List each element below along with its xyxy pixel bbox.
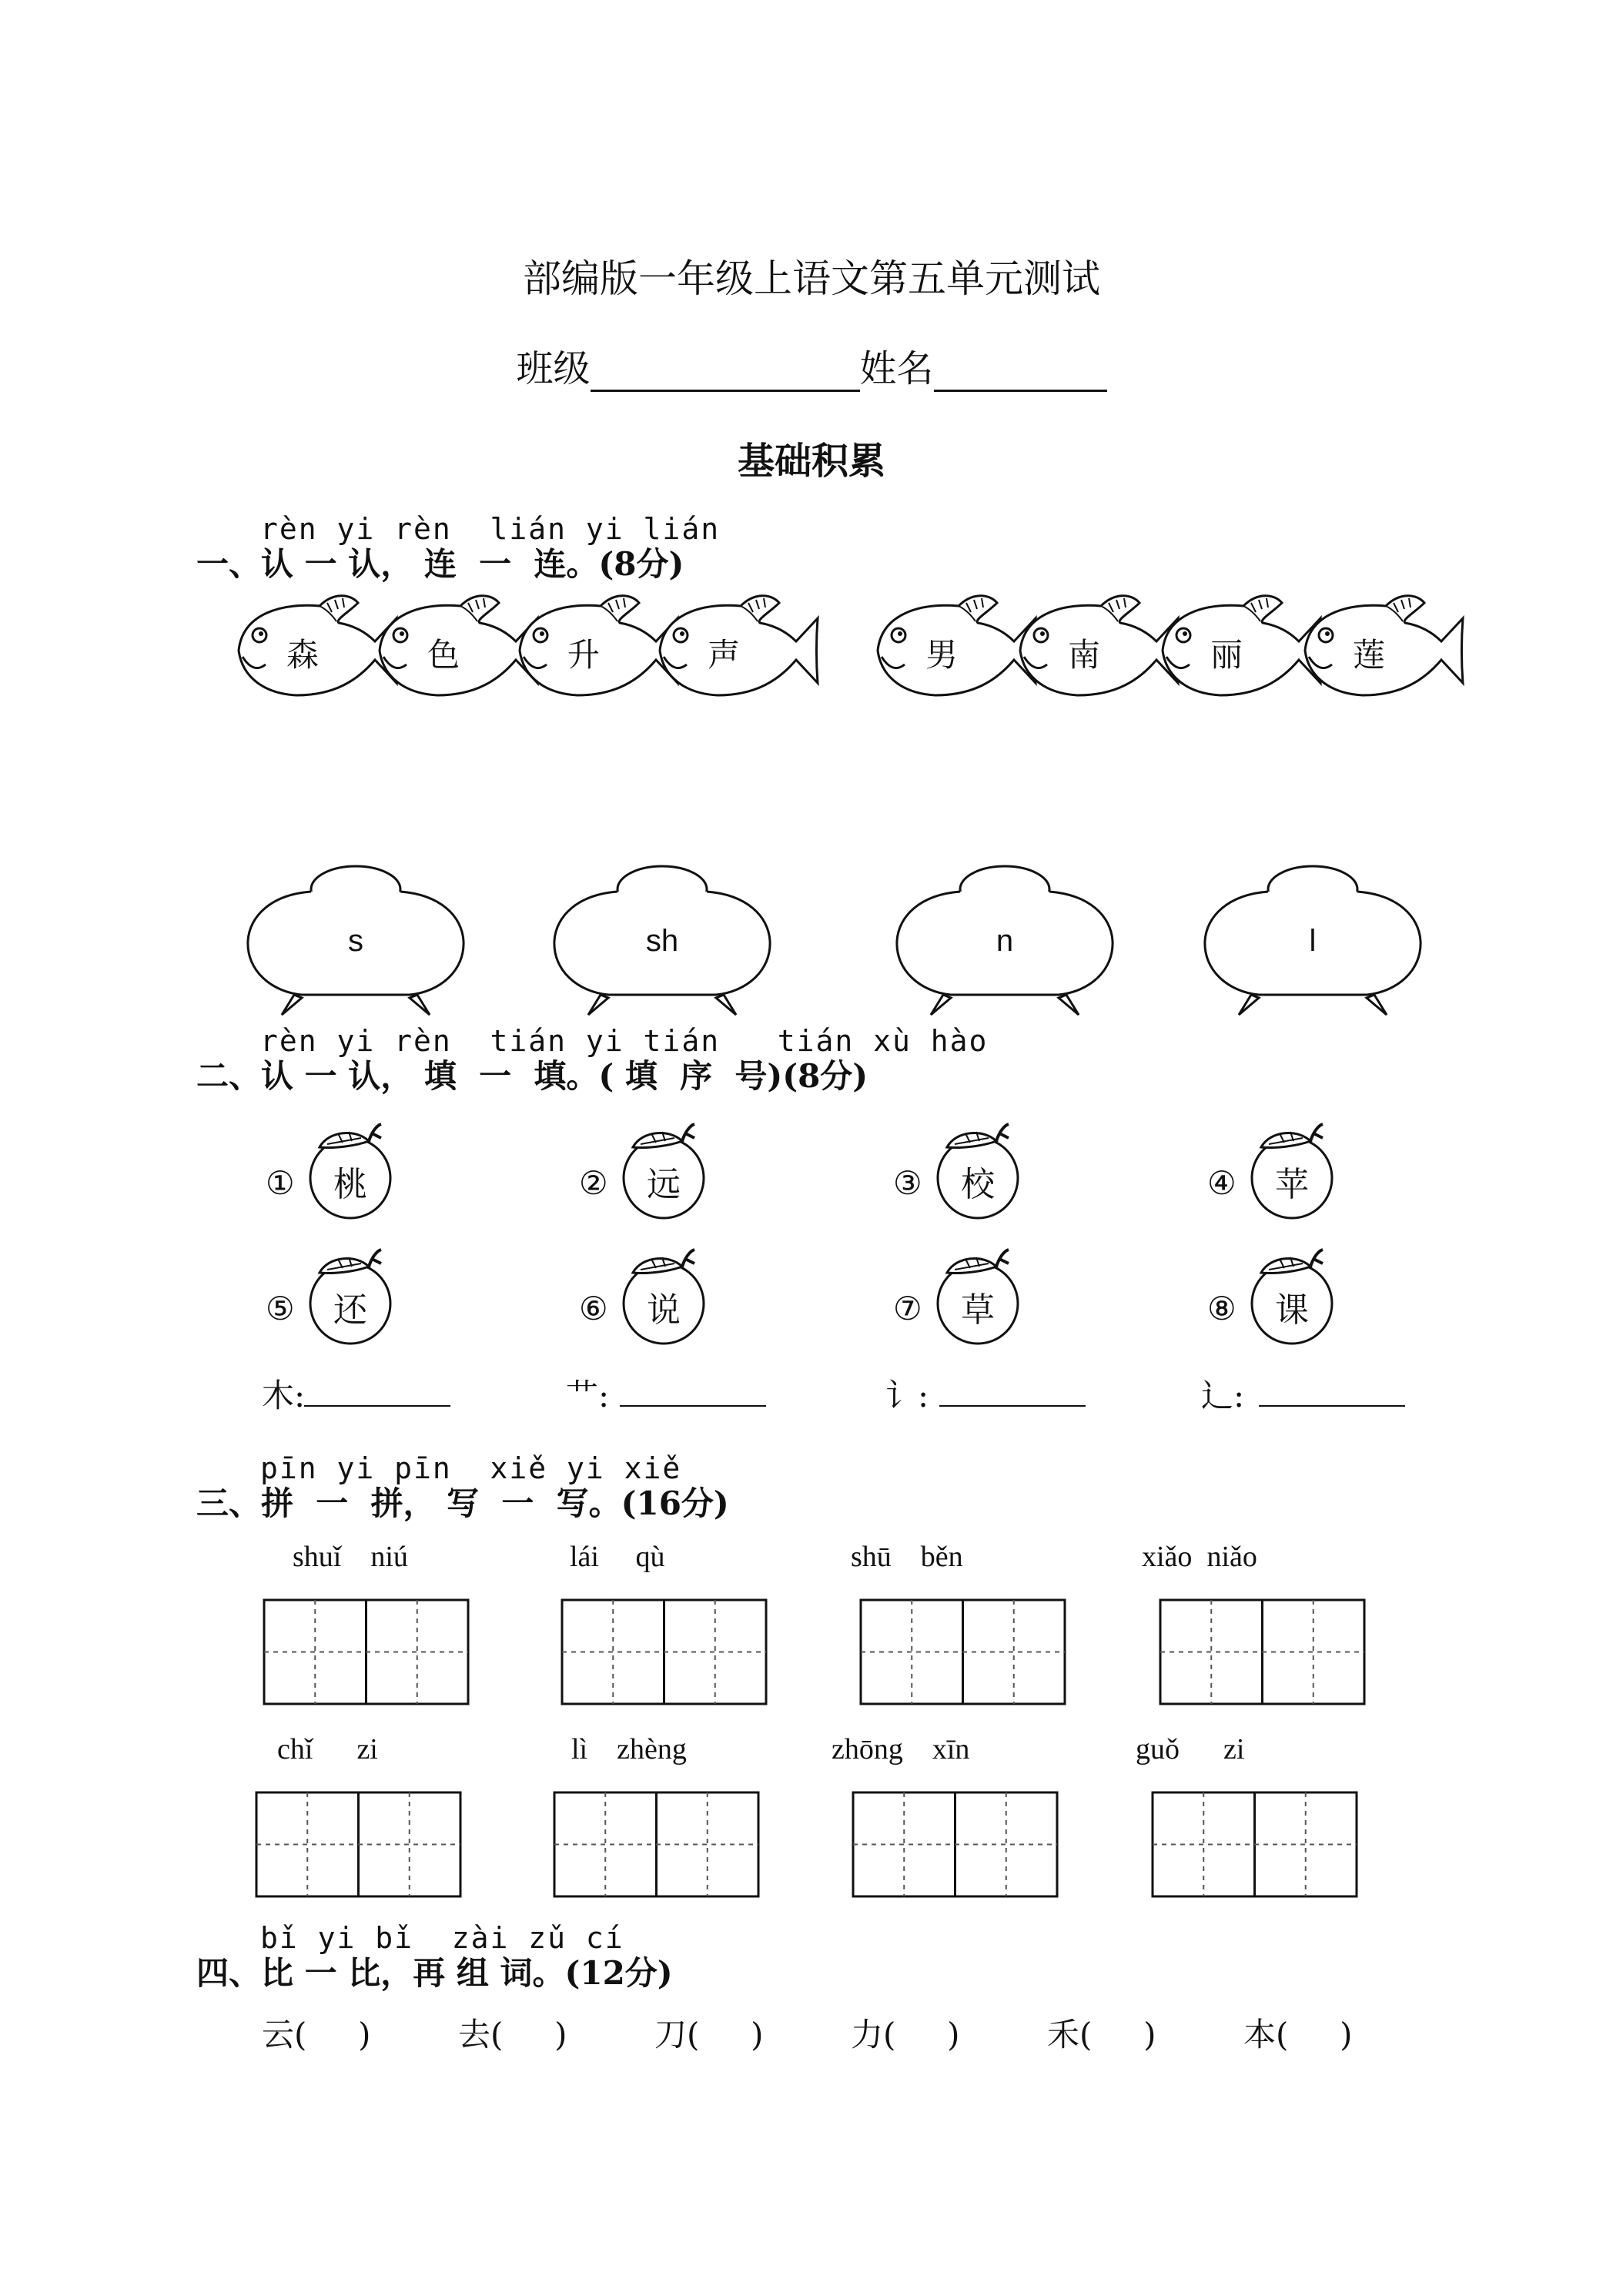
item-number: ①: [266, 1164, 295, 1202]
compare-item[interactable]: 刀( ): [654, 2016, 764, 2053]
writing-grid[interactable]: [562, 1600, 766, 1704]
compare-item[interactable]: 禾( ): [1047, 2016, 1156, 2053]
q2-pinyin: rèn yi rèn tián yi tián tián xù hào: [260, 1024, 989, 1058]
fish-char[interactable]: 森: [286, 636, 319, 674]
radical-answer-blank[interactable]: [304, 1405, 450, 1407]
word-pinyin: shuǐ niú: [293, 1541, 408, 1573]
word-pinyin: chǐ zi: [277, 1733, 378, 1766]
q1-pinyin: rèn yi rèn lián yi lián: [260, 512, 721, 546]
writing-grid[interactable]: [853, 1792, 1057, 1896]
writing-grid[interactable]: [256, 1792, 460, 1896]
fish-char[interactable]: 男: [925, 636, 958, 674]
radical-answer-blank[interactable]: [1259, 1405, 1405, 1407]
item-number: ③: [893, 1164, 922, 1202]
radical-label: 辶:: [1201, 1377, 1245, 1414]
fish-char[interactable]: 声: [707, 636, 740, 674]
writing-grid[interactable]: [264, 1600, 468, 1704]
q1-heading: 一、认 一 认， 连 一 连。(8分): [196, 545, 684, 583]
fish-char[interactable]: 丽: [1210, 636, 1243, 674]
writing-grid[interactable]: [554, 1792, 758, 1896]
fish-char[interactable]: 莲: [1352, 636, 1385, 674]
word-pinyin: shū běn: [851, 1541, 963, 1573]
fish-char[interactable]: 南: [1067, 636, 1100, 674]
q3-heading: 三、拼 一 拼， 写 一 写。(16分): [196, 1484, 729, 1522]
item-number: ④: [1207, 1164, 1236, 1202]
word-pinyin: guǒ zi: [1136, 1733, 1245, 1766]
class-label: 班级: [516, 347, 591, 390]
writing-grid[interactable]: [1160, 1600, 1364, 1704]
word-pinyin: lì zhèng: [571, 1733, 687, 1766]
apple-char: 远: [647, 1165, 681, 1204]
compare-item[interactable]: 去( ): [458, 2016, 567, 2053]
radical-label: 木:: [262, 1377, 306, 1414]
item-number: ⑥: [579, 1290, 608, 1327]
word-pinyin: xiǎo niǎo: [1142, 1541, 1257, 1573]
pot-initial[interactable]: n: [996, 924, 1014, 958]
item-number: ⑧: [1207, 1290, 1236, 1327]
item-number: ②: [579, 1164, 608, 1202]
word-pinyin: zhōng xīn: [832, 1733, 970, 1766]
apple-char: 校: [961, 1165, 995, 1204]
radical-label: 讠:: [885, 1377, 929, 1414]
page-title: 部编版一年级上语文第五单元测试: [523, 256, 1100, 301]
compare-item[interactable]: 本( ): [1243, 2016, 1353, 2053]
item-number: ⑦: [893, 1290, 922, 1327]
q4-heading: 四、比 一 比，再 组 词。(12分): [196, 1954, 673, 1992]
radical-answer-blank[interactable]: [939, 1405, 1086, 1407]
pot-initial[interactable]: l: [1309, 924, 1317, 958]
apple-char: 桃: [333, 1165, 367, 1204]
writing-grid[interactable]: [1153, 1792, 1357, 1896]
apple-char: 草: [961, 1290, 995, 1330]
apple-char: 还: [333, 1290, 367, 1330]
apple-char: 说: [647, 1290, 681, 1330]
compare-item[interactable]: 云( ): [262, 2016, 371, 2053]
pot-initial[interactable]: s: [348, 924, 363, 958]
q2-heading: 二、认 一 认， 填 一 填。( 填 序 号)(8分): [196, 1057, 868, 1095]
apple-char: 课: [1275, 1290, 1309, 1330]
writing-grid[interactable]: [861, 1600, 1065, 1704]
apple-char: 苹: [1275, 1165, 1309, 1204]
pot-initial[interactable]: sh: [645, 924, 679, 958]
word-pinyin: lái qù: [570, 1541, 665, 1573]
fish-char[interactable]: 升: [567, 636, 600, 674]
item-number: ⑤: [266, 1290, 295, 1327]
q4-pinyin: bǐ yi bǐ zài zǔ cí: [260, 1921, 624, 1955]
radical-answer-blank[interactable]: [620, 1405, 766, 1407]
radical-label: 艹:: [566, 1377, 610, 1414]
name-label: 姓名: [859, 347, 934, 390]
compare-item[interactable]: 力( ): [851, 2016, 960, 2053]
fish-char[interactable]: 色: [427, 636, 460, 674]
section-heading: 基础积累: [737, 440, 885, 483]
q3-pinyin: pīn yi pīn xiě yi xiě: [260, 1451, 682, 1485]
